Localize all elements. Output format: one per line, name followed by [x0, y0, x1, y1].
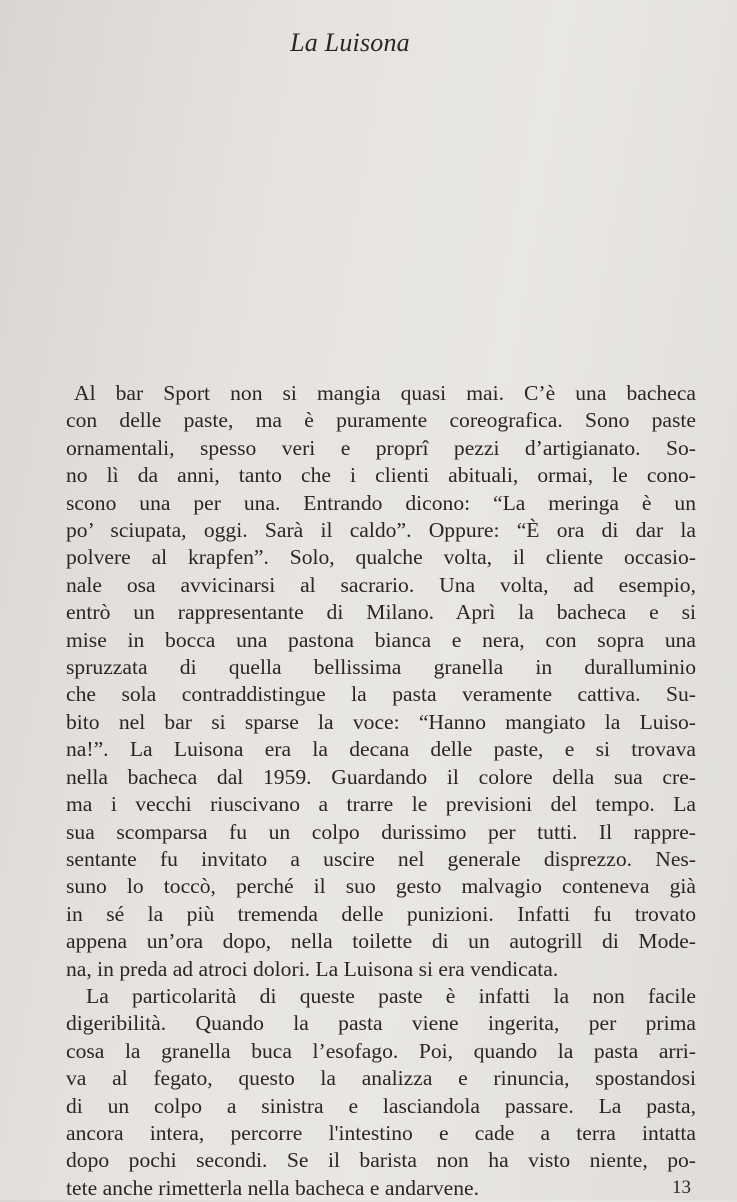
- text-line: polvere al krapfen”. Solo, qualche volta, il cliente occasio-: [66, 545, 696, 570]
- text-line: no lì da anni, tanto che i clienti abituali, ormai, le cono-: [66, 463, 696, 488]
- text-line: nella bacheca dal 1959. Guardando il colore della sua cre-: [66, 764, 696, 789]
- text-line: che sola contraddistingue la pasta veramente cattiva. Su-: [66, 682, 696, 707]
- text-line: suno lo toccò, perché il suo gesto malvagio conteneva già: [66, 874, 696, 899]
- text-line: entrò un rappresentante di Milano. Aprì la bacheca e si: [66, 600, 696, 625]
- text-line: dopo pochi secondi. Se il barista non ha visto niente, po-: [66, 1148, 696, 1173]
- text-line: nale osa avvicinarsi al sacrario. Una volta, ad esempio,: [66, 572, 696, 597]
- text-line: tete anche rimetterla nella bacheca e andarvene.: [66, 1175, 480, 1200]
- text-line: sua scomparsa fu un colpo durissimo per tutti. Il rappre-: [66, 819, 696, 844]
- text-line: va al fegato, questo la analizza e rinuncia, spostandosi: [66, 1066, 696, 1091]
- text-line: Al bar Sport non si mangia quasi mai. C’è una bacheca: [74, 381, 696, 405]
- text-line: po’ sciupata, oggi. Sarà il caldo”. Oppure: “È ora di dar la: [66, 518, 696, 543]
- text-line: appena un’ora dopo, nella toilette di un autogrill di Mode-: [66, 929, 696, 954]
- text-line: digeribilità. Quando la pasta viene ingerita, per prima: [66, 1011, 696, 1036]
- page-number: 13: [672, 1177, 691, 1198]
- text-line: scono una per una. Entrando dicono: “La meringa è un: [66, 490, 696, 515]
- text-line: cosa la granella buca l’esofago. Poi, quando la pasta arri-: [66, 1038, 696, 1063]
- text-line: mise in bocca una pastona bianca e nera, con sopra una: [66, 627, 696, 652]
- body-text: [66, 380, 696, 1202]
- text-line: di un colpo a sinistra e lasciandola passare. La pasta,: [66, 1093, 696, 1118]
- text-line: ornamentali, spesso veri e proprî pezzi d’artigianato. So-: [66, 435, 696, 460]
- text-line: na, in preda ad atroci dolori. La Luisona si era vendicata.: [66, 956, 559, 981]
- text-line: spruzzata di quella bellissima granella in duralluminio: [66, 655, 696, 680]
- text-line: na!”. La Luisona era la decana delle paste, e si trovava: [66, 737, 696, 762]
- text-line: con delle paste, ma è puramente coreografica. Sono paste: [66, 408, 696, 433]
- text-line: bito nel bar si sparse la voce: “Hanno mangiato la Luiso-: [66, 709, 696, 734]
- text-line: in sé la più tremenda delle punizioni. Infatti fu trovato: [66, 901, 696, 926]
- text-line: ma i vecchi riuscivano a trarre le previsioni del tempo. La: [66, 792, 696, 817]
- page-title: La Luisona: [290, 28, 410, 57]
- text-line: La particolarità di queste paste è infatti la non facile: [86, 983, 696, 1008]
- text-line: sentante fu invitato a uscire nel generale disprezzo. Nes-: [66, 846, 696, 871]
- text-line: ancora intera, percorre l'intestino e cade a terra intatta: [66, 1120, 696, 1145]
